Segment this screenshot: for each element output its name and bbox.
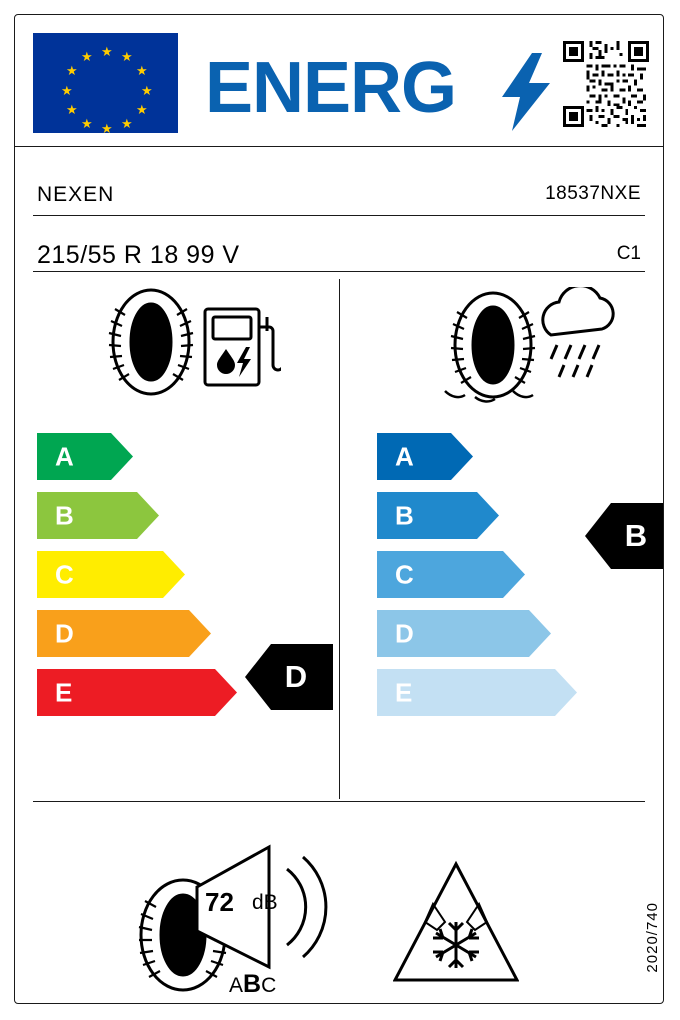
grade-bar-d <box>37 610 211 657</box>
regulation-reference: 2020/740 <box>644 902 661 973</box>
grade-bar-e <box>377 669 577 716</box>
brand-name: NEXEN <box>37 183 115 206</box>
grade-bar-e <box>37 669 237 716</box>
three-peak-mountain-snowflake-icon <box>393 860 519 985</box>
grade-bar-b <box>37 492 159 539</box>
fuel-pump-tyre-icon <box>91 287 281 397</box>
grade-letter: E <box>55 677 73 707</box>
noise-value: 72 <box>205 887 234 917</box>
divider <box>33 801 645 802</box>
lightning-bolt-icon <box>502 53 550 131</box>
divider <box>15 146 663 147</box>
tyre-energy-label <box>14 14 664 1004</box>
divider-vertical <box>339 279 340 799</box>
grade-letter: B <box>55 500 74 530</box>
divider <box>33 271 645 272</box>
wet-grip-scale <box>377 433 577 728</box>
grade-letter: A <box>395 441 414 471</box>
fuel-rating-badge <box>245 644 333 710</box>
grade-bar-a <box>37 433 133 480</box>
fuel-rating-letter: D <box>284 659 308 694</box>
grade-letter: C <box>395 559 414 589</box>
tyre-code: 18537NXE <box>545 183 641 204</box>
grade-letter: D <box>55 618 74 648</box>
grade-bar-c <box>37 551 185 598</box>
rain-cloud-tyre-icon <box>431 287 621 407</box>
qr-code-icon <box>563 41 649 127</box>
grade-letter: E <box>395 677 413 707</box>
wet-rating-badge <box>585 503 664 569</box>
wet-rating-letter: B <box>624 518 648 553</box>
tyre-class: C1 <box>616 243 641 264</box>
grade-letter: D <box>395 618 414 648</box>
noise-unit: dB <box>252 891 278 914</box>
noise-class-c: C <box>261 974 277 997</box>
grade-letter: A <box>55 441 74 471</box>
grade-letter: C <box>55 559 74 589</box>
noise-class-a: A <box>229 974 244 997</box>
divider <box>33 215 645 216</box>
fuel-efficiency-scale <box>37 433 237 728</box>
grade-bar-b <box>377 492 499 539</box>
noise-class-scale <box>229 970 276 999</box>
noise-class-b: B <box>243 970 262 998</box>
grade-bar-d <box>377 610 551 657</box>
eu-flag-icon: ★ ★ ★ ★ ★ ★ ★ ★ ★ ★ ★ ★ <box>33 33 178 133</box>
label-header <box>15 15 663 145</box>
grade-letter: B <box>395 500 414 530</box>
grade-bar-c <box>377 551 525 598</box>
tyre-size: 215/55 R 18 99 V <box>37 241 240 269</box>
page-title: ENERG <box>205 48 457 128</box>
grade-bar-a <box>377 433 473 480</box>
